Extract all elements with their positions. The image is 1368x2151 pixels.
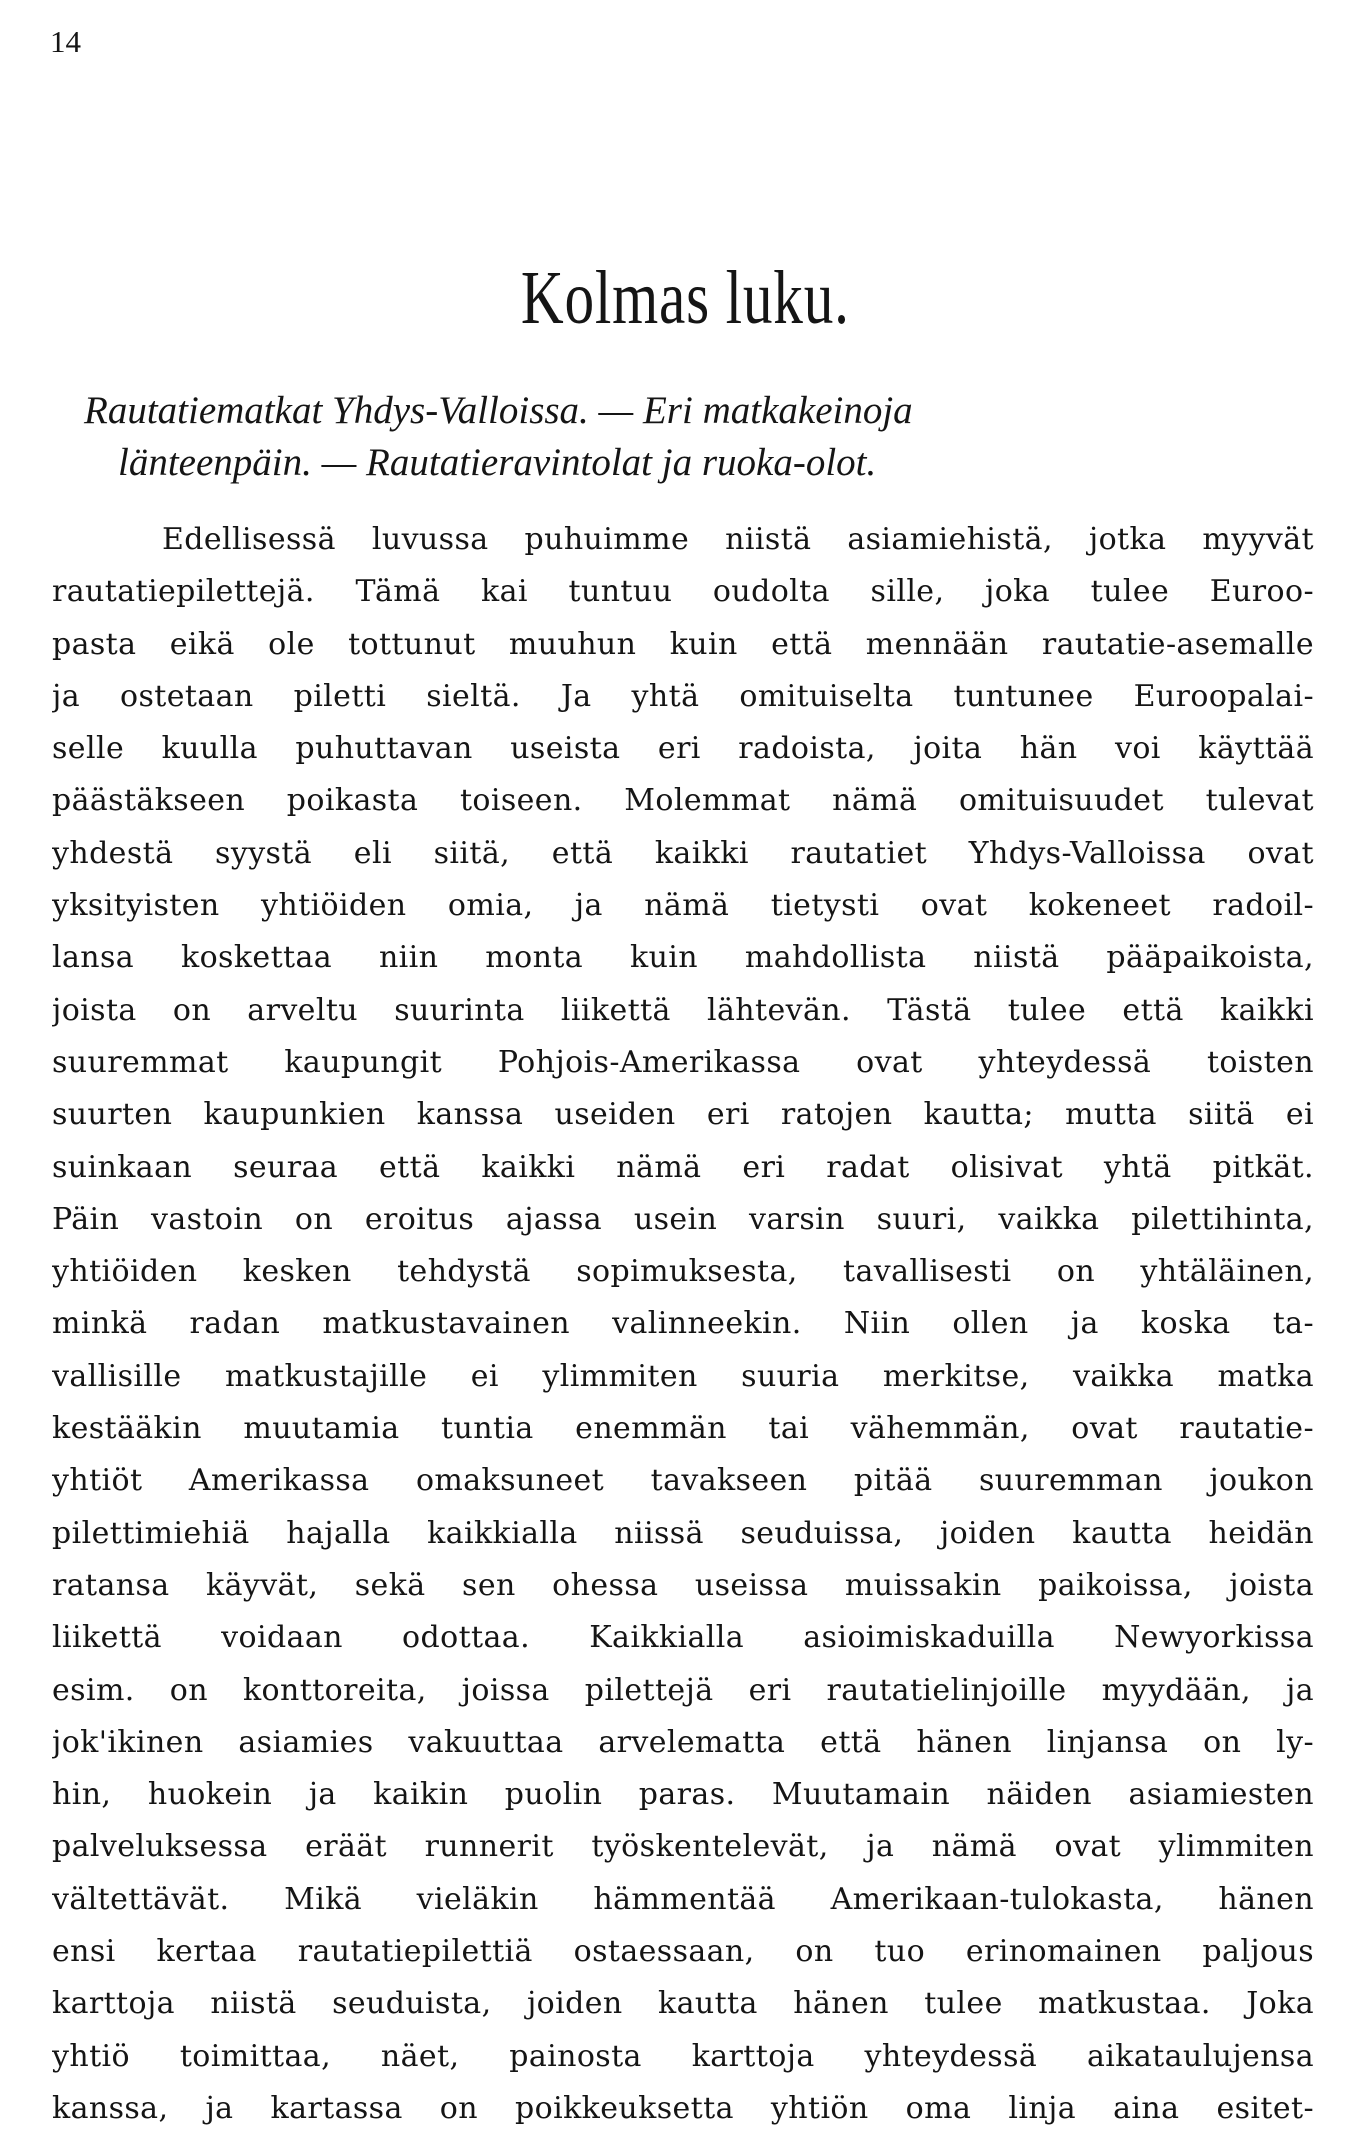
text-line: palveluksessa eräät runnerit työskentelevät, ja nämä ovat ylimmiten	[52, 1829, 1314, 1865]
text-line: yhtiö toimittaa, näet, painosta karttoja yhteydessä aikataulujensa	[52, 2038, 1314, 2074]
chapter-summary-line-1: Rautatiematkat Yhdys-Valloissa. — Eri matkakeinoja	[84, 389, 913, 432]
text-line: lansa koskettaa niin monta kuin mahdollista niistä pääpaikoista,	[52, 940, 1314, 976]
text-line: yksityisten yhtiöiden omia, ja nämä tietysti ovat kokeneet radoil-	[52, 888, 1314, 924]
text-line: karttoja niistä seuduista, joiden kautta hänen tulee matkustaa. Joka	[52, 1986, 1314, 2022]
text-line: pilettimiehiä hajalla kaikkialla niissä seuduissa, joiden kautta heidän	[52, 1515, 1314, 1551]
text-line: minkä radan matkustavainen valinneekin. Niin ollen ja koska ta-	[52, 1306, 1314, 1342]
text-line: kanssa, ja kartassa on poikkeuksetta yhtiön oma linja aina esitet-	[52, 2090, 1314, 2126]
text-line: selle kuulla puhuttavan useista eri radoista, joita hän voi käyttää	[52, 731, 1314, 767]
text-line: suuremmat kaupungit Pohjois-Amerikassa ovat yhteydessä toisten	[52, 1044, 1314, 1080]
chapter-summary-line-2: länteenpäin. — Rautatieravintolat ja ruoka-olot.	[118, 441, 877, 484]
text-line: rautatiepilettejä. Tämä kai tuntuu oudolta sille, joka tulee Euroo-	[52, 574, 1314, 610]
text-line: ja ostetaan piletti sieltä. Ja yhtä omituiselta tuntunee Euroopalai-	[52, 678, 1314, 714]
text-line: Päin vastoin on eroitus ajassa usein varsin suuri, vaikka pilettihinta,	[52, 1201, 1314, 1237]
text-line: esim. on konttoreita, joissa pilettejä eri rautatielinjoille myydään, ja	[52, 1672, 1314, 1708]
text-line: jok'ikinen asiamies vakuuttaa arvelematta että hänen linjansa on ly-	[52, 1724, 1314, 1760]
text-line: Edellisessä luvussa puhuimme niistä asiamiehistä, jotka myyvät	[162, 522, 1314, 557]
text-line: pasta eikä ole tottunut muuhun kuin että mennään rautatie-asemalle	[52, 626, 1314, 662]
text-line: kestääkin muutamia tuntia enemmän tai vähemmän, ovat rautatie-	[52, 1411, 1314, 1447]
text-line: hin, huokein ja kaikin puolin paras. Muutamain näiden asiamiesten	[52, 1777, 1314, 1813]
body-text	[52, 514, 1314, 2135]
text-line: ratansa käyvät, sekä sen ohessa useissa muissakin paikoissa, joista	[52, 1567, 1314, 1603]
page-number: 14	[50, 24, 81, 59]
text-line: päästäkseen poikasta toiseen. Molemmat nämä omituisuudet tulevat	[52, 783, 1314, 819]
text-line: yhtiöt Amerikassa omaksuneet tavakseen pitää suuremman joukon	[52, 1463, 1314, 1499]
text-line: suurten kaupunkien kanssa useiden eri ratojen kautta; mutta siitä ei	[52, 1097, 1314, 1133]
text-line: vältettävät. Mikä vieläkin hämmentää Amerikaan-tulokasta, hänen	[52, 1881, 1314, 1917]
text-line: suinkaan seuraa että kaikki nämä eri radat olisivat yhtä pitkät.	[52, 1149, 1314, 1185]
chapter-title: Kolmas luku.	[520, 256, 850, 340]
text-line: joista on arveltu suurinta liikettä lähtevän. Tästä tulee että kaikki	[52, 992, 1314, 1028]
text-line: vallisille matkustajille ei ylimmiten suuria merkitse, vaikka matka	[52, 1358, 1314, 1394]
text-line: liikettä voidaan odottaa. Kaikkialla asioimiskaduilla Newyorkissa	[52, 1620, 1314, 1656]
text-line: yhtiöiden kesken tehdystä sopimuksesta, tavallisesti on yhtäläinen,	[52, 1254, 1314, 1290]
text-line: yhdestä syystä eli siitä, että kaikki rautatiet Yhdys-Valloissa ovat	[52, 835, 1314, 871]
text-line: ensi kertaa rautatiepilettiä ostaessaan, on tuo erinomainen paljous	[52, 1934, 1314, 1970]
